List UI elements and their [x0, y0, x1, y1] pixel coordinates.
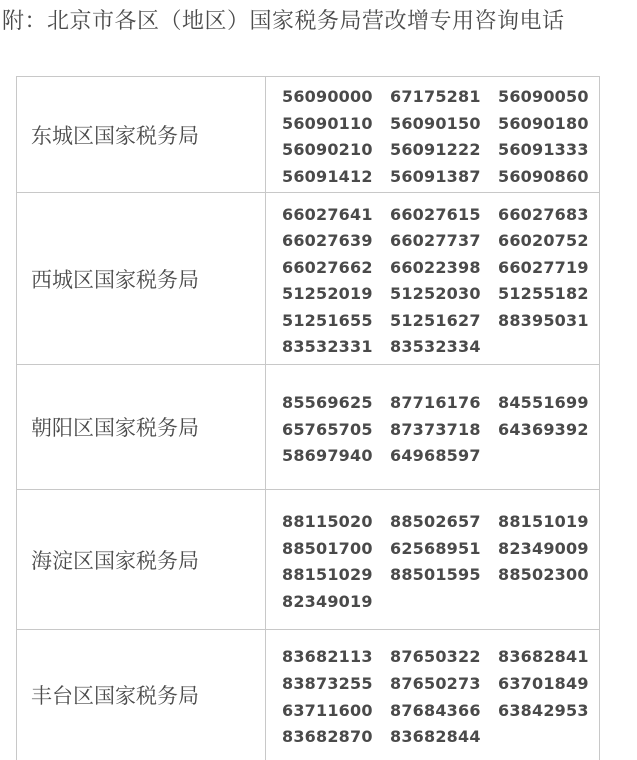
- phone-number: 88501700: [282, 538, 373, 558]
- phone-number: 88395031: [498, 310, 589, 330]
- phone-number: 66027719: [498, 257, 589, 277]
- bureau-name: 东城区国家税务局: [17, 77, 266, 193]
- phone-number: 66020752: [498, 231, 589, 251]
- page-title: 附：北京市各区（地区）国家税务局营改增专用咨询电话: [2, 9, 565, 34]
- phone-number: 64369392: [498, 419, 589, 439]
- phone-number: 64968597: [390, 446, 481, 466]
- phone-number: 56090000: [282, 87, 373, 107]
- phone-number: 62568951: [390, 538, 481, 558]
- phone-number: 88502657: [390, 512, 481, 532]
- phone-number: 66027662: [282, 257, 373, 277]
- phone-number: 88501595: [390, 565, 481, 585]
- phone-number: 87650322: [390, 647, 481, 667]
- phone-grid: [282, 389, 599, 469]
- phone-number: 87650273: [390, 673, 481, 693]
- phone-number: 63711600: [282, 700, 373, 720]
- table-row: [17, 630, 600, 760]
- table-row: [17, 365, 600, 490]
- phone-number: 88151019: [498, 512, 589, 532]
- phone-number: 84551699: [498, 392, 589, 412]
- table-row: [17, 490, 600, 630]
- phone-list-cell: [266, 77, 600, 193]
- phone-number: 88151029: [282, 565, 373, 585]
- phone-number: 56091222: [390, 140, 481, 160]
- phone-number: 66027639: [282, 231, 373, 251]
- phone-number: 56090860: [498, 166, 589, 186]
- table-row: [17, 193, 600, 365]
- table-row: [17, 77, 600, 193]
- table-body: [17, 77, 600, 760]
- consultation-phone-table: [16, 76, 600, 760]
- phone-number: 66027641: [282, 204, 373, 224]
- phone-number: 58697940: [282, 446, 373, 466]
- phone-number: 88502300: [498, 565, 589, 585]
- phone-number: 83682844: [390, 727, 481, 747]
- phone-number: 51255182: [498, 284, 589, 304]
- phone-number: 87373718: [390, 419, 481, 439]
- bureau-name: 海淀区国家税务局: [17, 490, 266, 630]
- bureau-name: 西城区国家税务局: [17, 193, 266, 365]
- phone-grid: [282, 83, 599, 189]
- phone-grid: [282, 644, 599, 750]
- phone-number: 83682113: [282, 647, 373, 667]
- phone-list-cell: [266, 193, 600, 365]
- phone-number: 56091412: [282, 166, 373, 186]
- phone-number: 56090150: [390, 113, 481, 133]
- phone-number: 65765705: [282, 419, 373, 439]
- phone-number: 83682870: [282, 727, 373, 747]
- phone-number: 51252030: [390, 284, 481, 304]
- phone-list-cell: [266, 490, 600, 630]
- phone-number: 85569625: [282, 392, 373, 412]
- bureau-name: 朝阳区国家税务局: [17, 365, 266, 490]
- phone-number: 82349019: [282, 591, 373, 611]
- phone-number: 51251627: [390, 310, 481, 330]
- phone-number: 66027683: [498, 204, 589, 224]
- phone-number: 87716176: [390, 392, 481, 412]
- phone-grid: [282, 201, 599, 361]
- phone-number: 83532334: [390, 337, 481, 357]
- phone-number: 83873255: [282, 673, 373, 693]
- phone-number: 56090110: [282, 113, 373, 133]
- phone-number: 56091333: [498, 140, 589, 160]
- phone-list-cell: [266, 630, 600, 760]
- phone-number: 56090210: [282, 140, 373, 160]
- phone-number: 88115020: [282, 512, 373, 532]
- phone-number: 66027615: [390, 204, 481, 224]
- bureau-name: 丰台区国家税务局: [17, 630, 266, 760]
- phone-number: 66022398: [390, 257, 481, 277]
- phone-number: 82349009: [498, 538, 589, 558]
- phone-number: 66027737: [390, 231, 481, 251]
- phone-grid: [282, 508, 599, 614]
- phone-number: 63842953: [498, 700, 589, 720]
- phone-number: 56091387: [390, 166, 481, 186]
- phone-number: 51252019: [282, 284, 373, 304]
- phone-number: 56090050: [498, 87, 589, 107]
- phone-number: 67175281: [390, 87, 481, 107]
- phone-number: 83532331: [282, 337, 373, 357]
- phone-number: 83682841: [498, 647, 589, 667]
- phone-number: 87684366: [390, 700, 481, 720]
- phone-number: 51251655: [282, 310, 373, 330]
- phone-list-cell: [266, 365, 600, 490]
- phone-number: 56090180: [498, 113, 589, 133]
- phone-number: 63701849: [498, 673, 589, 693]
